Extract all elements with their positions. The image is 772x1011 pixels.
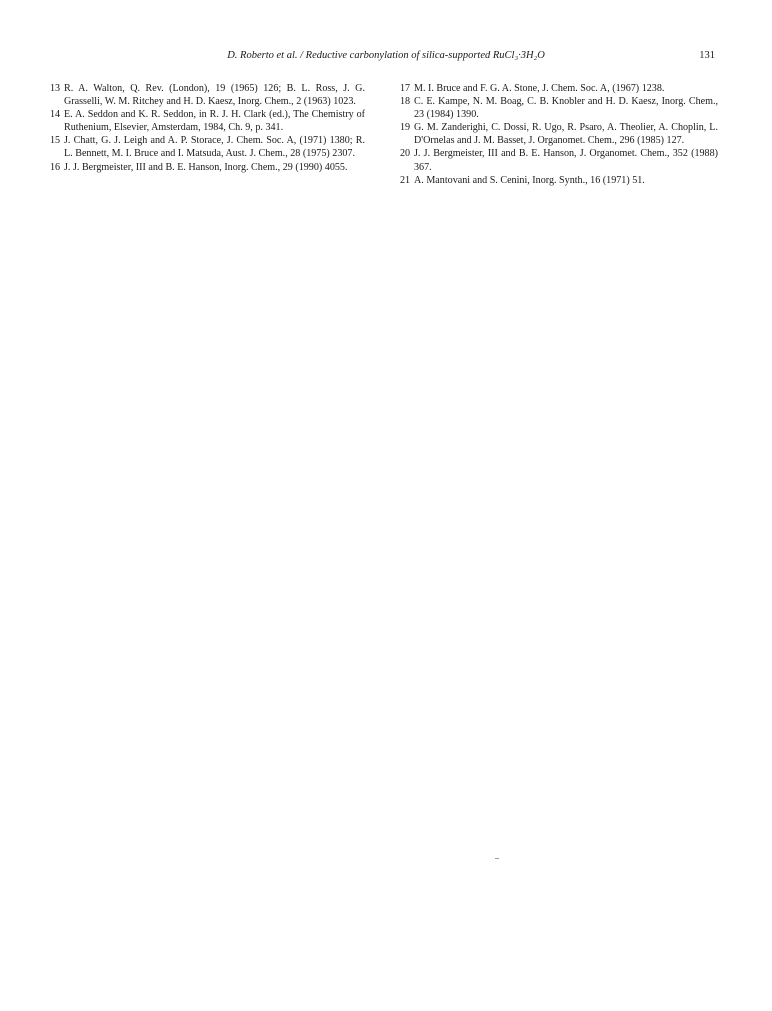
reference-item: [400, 95, 718, 121]
reference-item: [400, 82, 718, 95]
reference-text: M. I. Bruce and F. G. A. Stone, J. Chem. Soc. A, (1967) 1238.: [414, 83, 665, 94]
page-number: 131: [699, 50, 715, 61]
reference-item: [400, 147, 718, 173]
reference-number: 15: [50, 135, 61, 147]
reference-text: R. A. Walton, Q. Rev. (London), 19 (1965) 126; B. L. Ross, J. G. Grasselli, W. M. Ritchey and H. D. Kaesz, Inorg. Chem., 2 (1963) 1023.: [64, 83, 365, 108]
reference-number: 13: [50, 83, 61, 94]
reference-item: [50, 108, 365, 134]
reference-text: J. J. Bergmeister, III and B. E. Hanson, Inorg. Chem., 29 (1990) 4055.: [64, 161, 348, 173]
reference-item: [50, 134, 365, 160]
reference-number: 17: [400, 83, 411, 94]
references-right-column: [400, 82, 718, 187]
page-header: [0, 49, 772, 63]
reference-item: [50, 82, 365, 108]
reference-text: G. M. Zanderighi, C. Dossi, R. Ugo, R. Psaro, A. Theolier, A. Choplin, L. D'Ornelas and J. M. Basset, J. Organomet. Chem., 296 (1985) 127.: [414, 122, 718, 147]
reference-item: [400, 121, 718, 147]
running-head: D. Roberto et al. / Reductive carbonylation of silica-supported RuCl₃·3H₂O: [227, 50, 545, 61]
scan-mark: [495, 858, 499, 859]
reference-number: 16: [50, 161, 61, 173]
reference-text: J. J. Bergmeister, III and B. E. Hanson, J. Organomet. Chem., 352 (1988) 367.: [414, 148, 718, 173]
reference-text: J. Chatt, G. J. Leigh and A. P. Storace, J. Chem. Soc. A, (1971) 1380; R. L. Bennett, M. I. Bruce and I. Matsuda, Aust. J. Chem., 28 (1975) 2307.: [64, 135, 365, 160]
reference-text: C. E. Kampe, N. M. Boag, C. B. Knobler and H. D. Kaesz, Inorg. Chem., 23 (1984) 1390.: [414, 96, 718, 121]
reference-text: E. A. Seddon and K. R. Seddon, in R. J. H. Clark (ed.), The Chemistry of Ruthenium, Elsevier, Amsterdam, 1984, Ch. 9, p. 341.: [64, 109, 365, 134]
reference-item: [400, 174, 718, 187]
reference-number: 20: [400, 148, 411, 160]
reference-number: 18: [400, 96, 411, 108]
reference-text: A. Mantovani and S. Cenini, Inorg. Synth., 16 (1971) 51.: [414, 174, 645, 186]
reference-number: 21: [400, 174, 411, 186]
reference-number: 14: [50, 109, 61, 121]
references-left-column: [50, 82, 365, 174]
reference-number: 19: [400, 122, 411, 134]
reference-item: [50, 161, 365, 174]
